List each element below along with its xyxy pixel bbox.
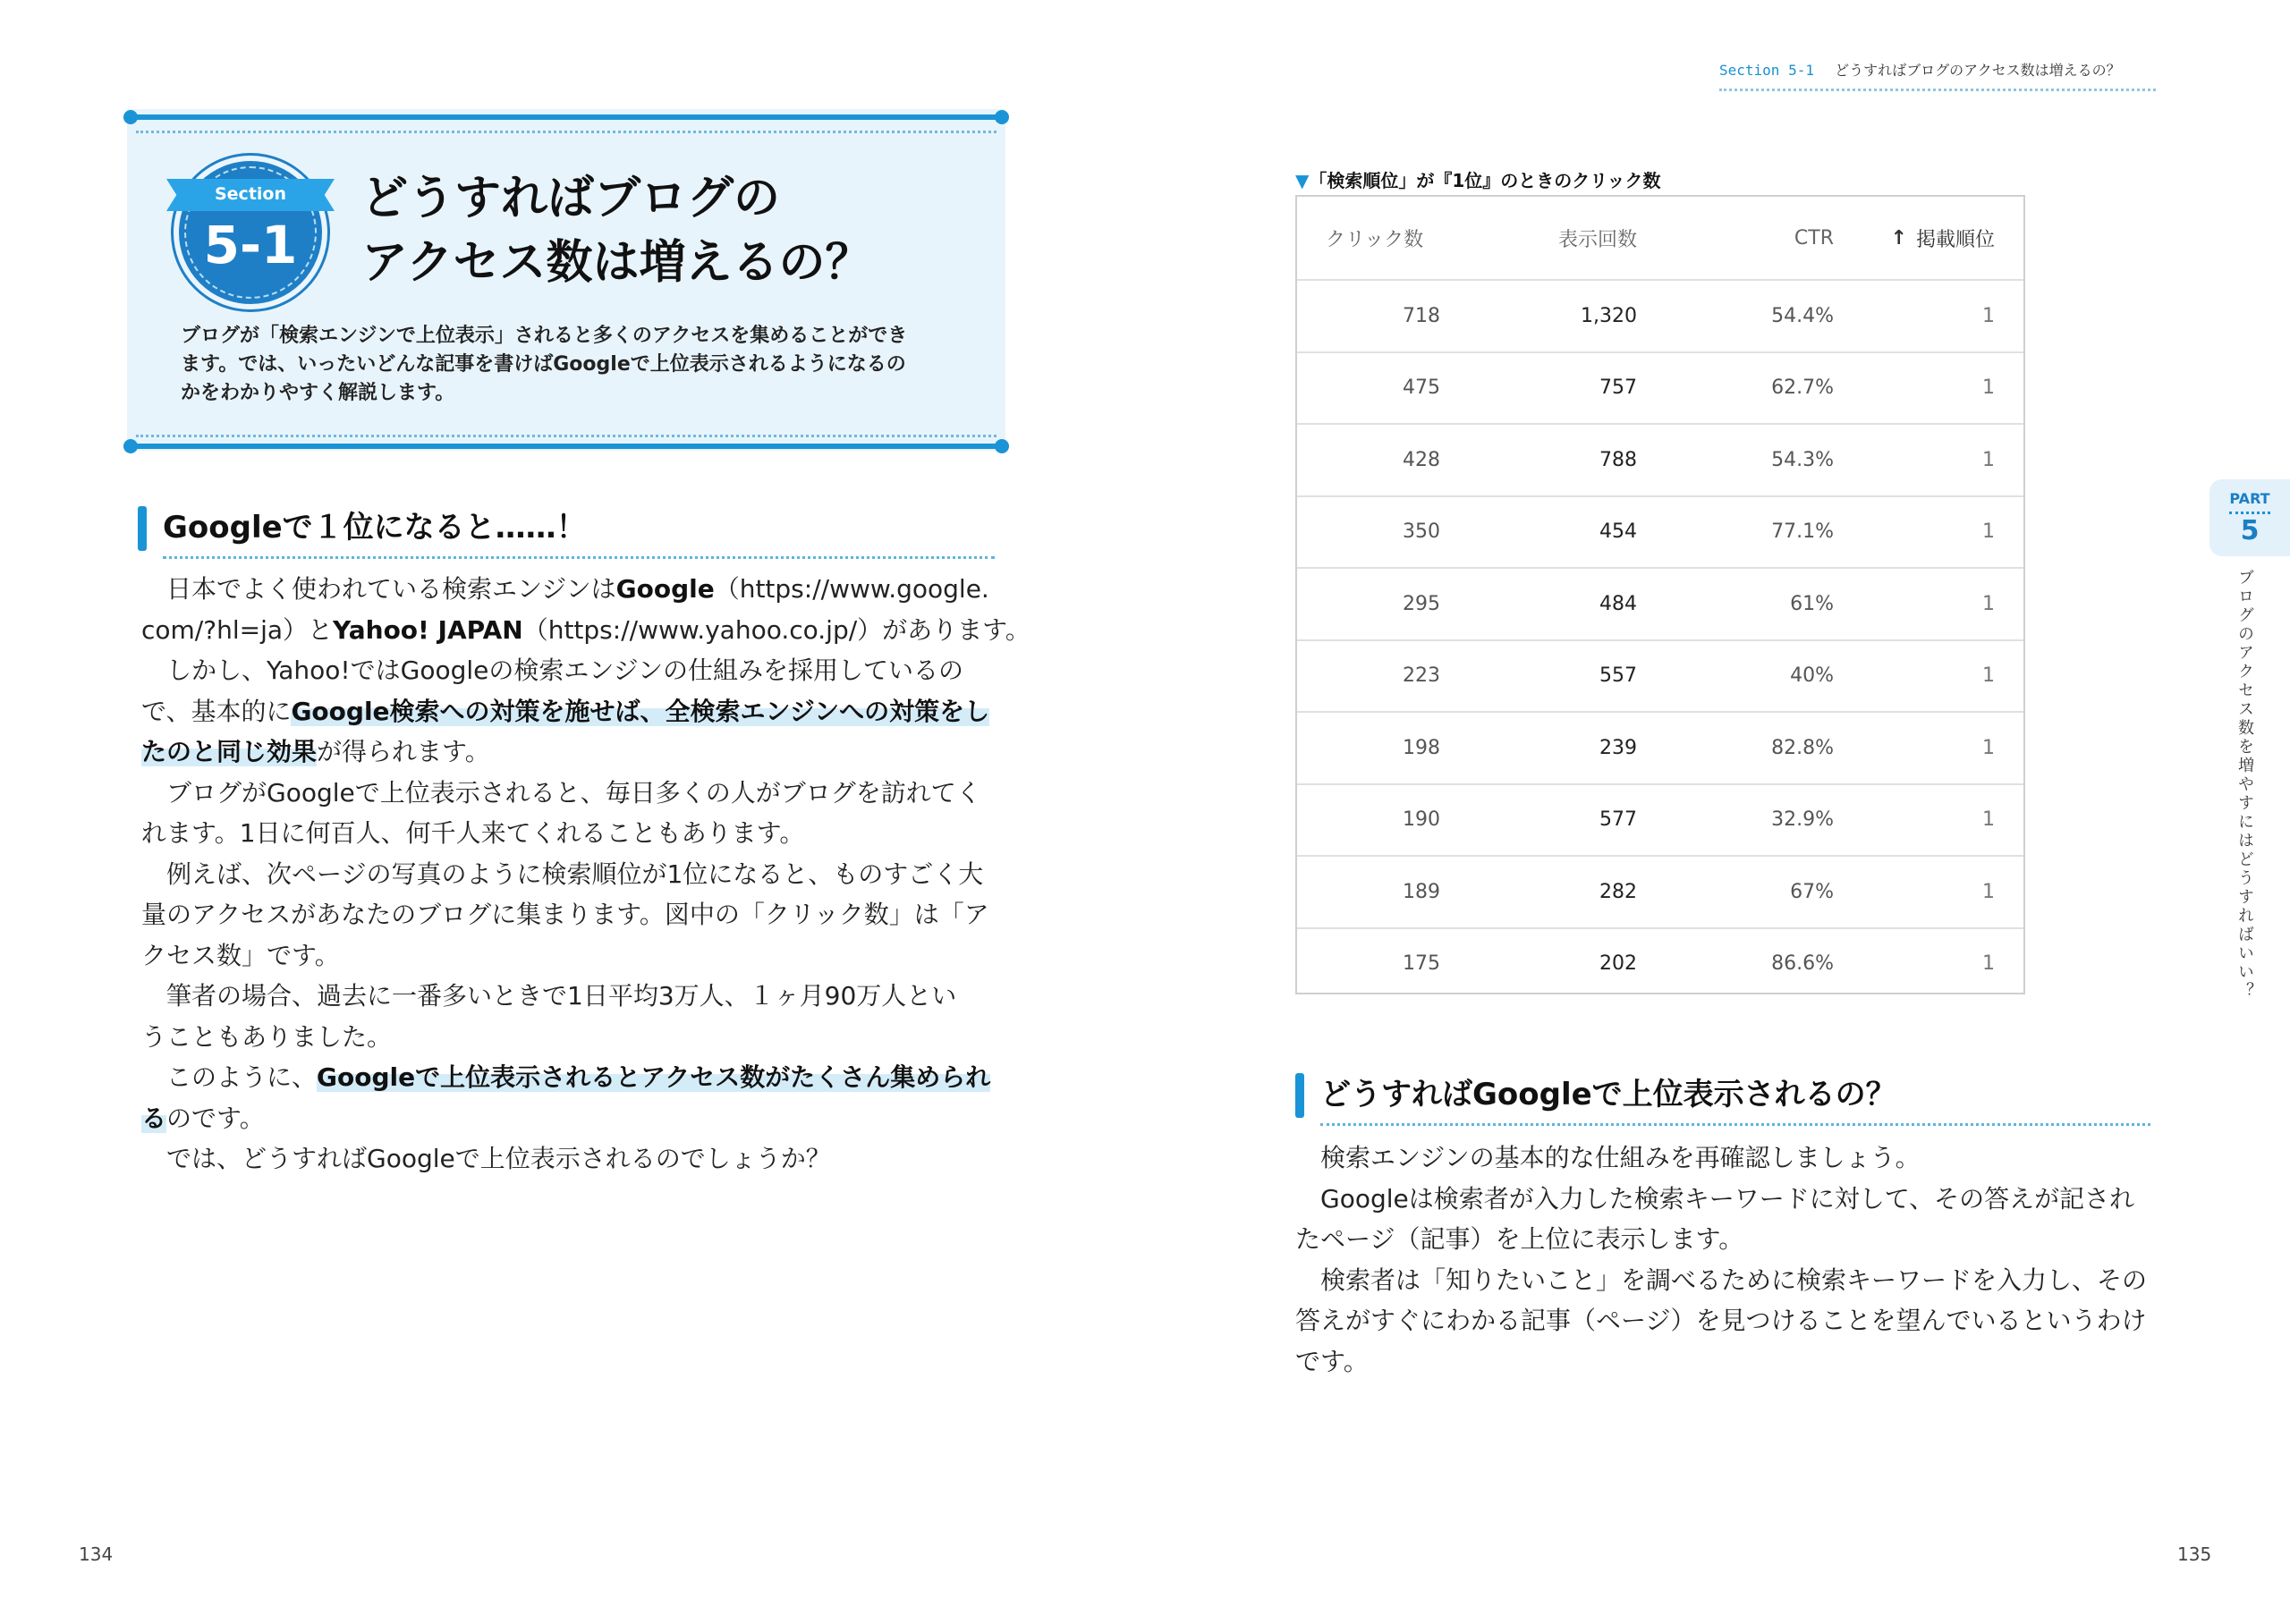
cell-impressions: 239 [1599,736,1637,759]
table-header [1297,197,2023,279]
heading-bar [138,506,147,551]
cell-position: 1 [1982,520,1995,544]
cell-clicks: 350 [1403,520,1440,544]
corner-dot-icon [995,439,1009,453]
table-row[interactable] [1297,495,2023,568]
body-line: ブログがGoogleで上位表示されると、毎日多くの人がブログを訪れてく [141,777,981,808]
running-header-title: どうすればブログのアクセス数は増えるの？ [1835,62,2121,79]
section-box-bottom-bar [127,444,1005,449]
table-caption [1295,166,1661,192]
cell-ctr: 61% [1790,592,1834,615]
body-line: このように、Googleで上位表示されるとアクセス数がたくさん集められ [141,1062,991,1092]
cell-position: 1 [1982,808,1995,832]
body-line: で、基本的にGoogle検索への対策を施せば、全検索エンジンへの対策をし [141,696,990,726]
body-line: たページ（記事）を上位に表示します。 [1295,1224,1744,1254]
cell-ctr: 77.1% [1771,520,1834,544]
cell-position: 1 [1982,952,1995,976]
badge-ribbon-label: Section [214,184,286,204]
cell-ctr: 82.8% [1771,736,1834,759]
cell-position: 1 [1982,664,1995,688]
page-number-left: 134 [79,1544,114,1565]
body-line: クセス数」です。 [141,940,340,970]
cell-ctr: 40% [1790,664,1834,688]
cell-clicks: 295 [1403,592,1440,615]
body-line: 検索エンジンの基本的な仕組みを再確認しましょう。 [1295,1143,1921,1172]
table-row[interactable] [1297,567,2023,639]
cell-clicks: 223 [1403,664,1440,688]
table-row[interactable] [1297,783,2023,856]
part-tab-label: PART [2229,490,2270,507]
body-line: 検索者は「知りたいこと」を調べるために検索キーワードを入力し、その [1295,1265,2148,1295]
cell-impressions: 202 [1599,952,1637,976]
cell-ctr: 54.4% [1771,304,1834,327]
cell-position: 1 [1982,448,1995,471]
body-line: たのと同じ効果が得られます。 [141,737,490,766]
body-line: では、どうすればGoogleで上位表示されるのでしょうか？ [141,1144,831,1173]
table-row[interactable] [1297,279,2023,351]
cell-impressions: 788 [1599,448,1637,471]
arrow-up-icon: ↑ [1890,226,1907,250]
body-line: 答えがすぐにわかる記事（ページ）を見つけることを望んでいるというわけ [1295,1306,2147,1335]
cell-clicks: 428 [1403,448,1440,471]
body-line: うこともありました。 [141,1021,393,1052]
section-title-line: どうすればブログの [361,172,781,225]
running-header [1719,59,2156,91]
header-impressions: 表示回数 [1557,228,1637,251]
right-heading [1295,1071,2150,1121]
cell-ctr: 67% [1790,880,1834,903]
body-line: です。 [1295,1346,1369,1376]
cell-impressions: 282 [1599,880,1637,903]
triangle-down-icon: ▼ [1295,170,1310,191]
body-line: れます。1日に何百人、何千人来てくれることもあります。 [141,818,805,848]
cell-impressions: 577 [1599,808,1637,832]
section-badge [170,152,331,313]
section-box-top-dots [136,131,997,133]
cell-clicks: 175 [1403,952,1440,976]
running-header-section: Section 5-1 [1719,62,1814,79]
header-position-label: 掲載順位 [1915,228,1995,251]
heading-underline [1320,1123,2150,1126]
cell-position: 1 [1982,304,1995,327]
table-row[interactable] [1297,711,2023,783]
table-row[interactable] [1297,351,2023,424]
section-lead-line: ブログが「検索エンジンで上位表示」されると多くのアクセスを集めることができ [181,325,908,347]
section-title-line: アクセス数は増えるの？ [361,236,872,290]
section-box-top-bar [127,114,1005,120]
corner-dot-icon [995,110,1009,124]
part-vertical-title: ブログのアクセス数を増やすにはどうすればいい？ [2235,569,2254,1001]
header-ctr: CTR [1794,226,1834,250]
table-row[interactable] [1297,423,2023,495]
left-heading [138,504,995,554]
body-line: るのです。 [141,1103,265,1133]
body-line: しかし、Yahoo!ではGoogleの検索エンジンの仕組みを採用しているの [141,656,963,685]
table-row[interactable] [1297,855,2023,927]
section-lead-line: ます。では、いったいどんな記事を書けばGoogleで上位表示されるようになるの [181,353,906,376]
body-line: 日本でよく使われている検索エンジンはGoogle（https://www.google. [141,574,989,604]
part-tab-dots [2229,512,2270,514]
cell-impressions: 454 [1599,520,1637,544]
part-tab-number: 5 [2240,515,2260,546]
search-results-table [1295,195,2025,994]
section-lead-line: かをわかりやすく解説します。 [181,382,455,404]
cell-impressions: 557 [1599,664,1637,688]
section-title [361,166,970,295]
section-number: 5-1 [203,215,298,275]
cell-ctr: 32.9% [1771,808,1834,832]
body-line: 例えば、次ページの写真のように検索順位が1位になると、ものすごく大 [141,859,984,889]
body-line: 筆者の場合、過去に一番多いときで1日平均3万人、１ヶ月90万人とい [141,981,957,1011]
cell-position: 1 [1982,880,1995,903]
cell-position: 1 [1982,376,1995,400]
page-number-right: 135 [2177,1544,2212,1565]
cell-clicks: 190 [1403,808,1440,832]
cell-ctr: 86.6% [1771,952,1834,976]
corner-dot-icon [123,439,138,453]
table-row[interactable] [1297,927,2023,1000]
table-row[interactable] [1297,639,2023,712]
cell-clicks: 718 [1403,304,1440,327]
body-line: Googleは検索者が入力した検索キーワードに対して、その答えが記され [1295,1183,2135,1214]
cell-ctr: 54.3% [1771,448,1834,471]
cell-impressions: 1,320 [1581,304,1637,327]
left-heading-text: Googleで１位になると……！ [163,510,587,546]
cell-ctr: 62.7% [1771,376,1834,400]
section-box [127,109,1005,451]
table-caption-text: 「検索順位」が『1位』のときのクリック数 [1309,170,1661,191]
body-line: com/?hl=ja）とYahoo! JAPAN（https://www.yahoo.co.jp/）があります。 [141,614,1030,645]
right-heading-text: どうすればGoogleで上位表示されるの？ [1320,1077,1896,1112]
cell-position: 1 [1982,592,1995,615]
cell-impressions: 757 [1599,376,1637,400]
cell-position: 1 [1982,736,1995,759]
section-lead [181,322,968,408]
cell-clicks: 189 [1403,880,1440,903]
left-body [141,569,1030,1180]
heading-bar [1295,1073,1304,1118]
header-position[interactable] [1852,197,1995,279]
cell-impressions: 484 [1599,592,1637,615]
body-line: 量のアクセスがあなたのブログに集まります。図中の「クリック数」は「ア [141,900,989,929]
cell-clicks: 198 [1403,736,1440,759]
right-body [1295,1138,2154,1382]
part-tab [2209,479,2290,556]
section-box-bottom-dots [136,435,997,437]
corner-dot-icon [123,110,138,124]
cell-clicks: 475 [1403,376,1440,400]
heading-underline [163,556,995,559]
header-clicks: クリック数 [1326,228,1424,251]
